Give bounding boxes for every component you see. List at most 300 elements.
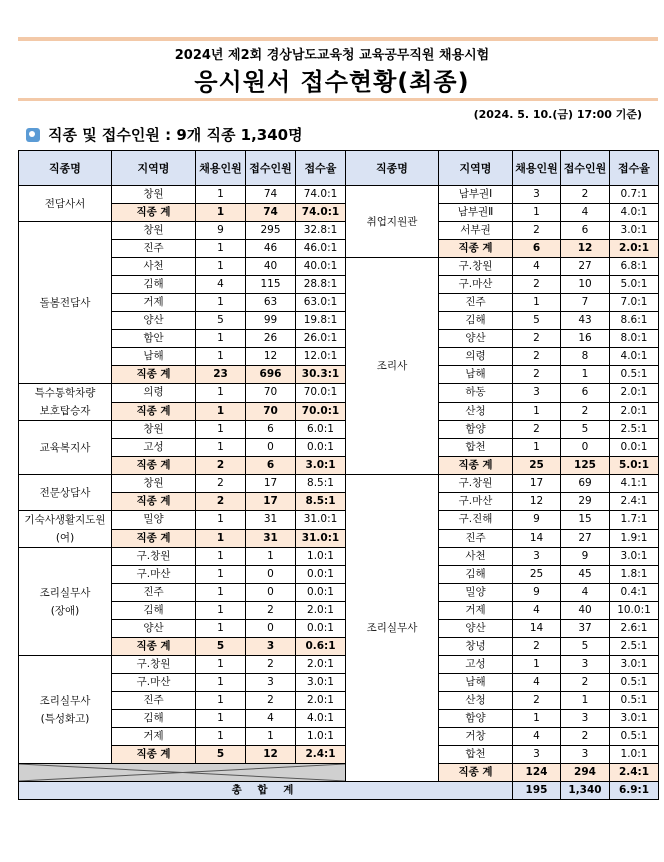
hire-count: 1 <box>513 204 561 222</box>
applicant-count: 115 <box>246 276 296 294</box>
applicant-count: 2 <box>246 656 296 674</box>
hire-count: 1 <box>196 511 246 530</box>
competition-rate: 0.7:1 <box>610 186 659 204</box>
table-row <box>19 312 659 330</box>
applicant-count: 6 <box>246 457 296 475</box>
table-row <box>19 421 659 439</box>
competition-rate: 32.8:1 <box>296 222 346 240</box>
applicant-count: 12 <box>246 348 296 366</box>
hire-count: 9 <box>513 511 561 530</box>
hire-count: 1 <box>513 439 561 457</box>
hire-count: 2 <box>196 493 246 511</box>
region-name: 진주 <box>112 240 196 258</box>
hire-count: 1 <box>196 692 246 710</box>
applicant-count: 4 <box>246 710 296 728</box>
applicant-count: 99 <box>246 312 296 330</box>
title-rule <box>18 98 658 101</box>
column-header: 지역명 <box>439 151 513 186</box>
hire-count: 1 <box>513 710 561 728</box>
hire-count: 1 <box>196 656 246 674</box>
table-row <box>19 222 659 240</box>
competition-rate: 1.0:1 <box>296 728 346 746</box>
hire-count: 2 <box>513 692 561 710</box>
competition-rate: 2.0:1 <box>296 602 346 620</box>
table-row <box>19 294 659 312</box>
applicant-count: 70 <box>246 402 296 421</box>
position-name: 교육복지사 <box>19 421 112 475</box>
hire-count: 4 <box>513 602 561 620</box>
applicant-count: 31 <box>246 529 296 548</box>
hire-count: 4 <box>513 674 561 692</box>
subtotal-label: 직종 계 <box>112 457 196 475</box>
region-name: 함양 <box>439 421 513 439</box>
table-row <box>19 402 659 421</box>
competition-rate: 2.6:1 <box>610 620 659 638</box>
competition-rate: 2.5:1 <box>610 638 659 656</box>
competition-rate: 2.0:1 <box>296 692 346 710</box>
hire-count: 2 <box>196 457 246 475</box>
hire-count: 1 <box>196 439 246 457</box>
applicant-count: 2 <box>561 186 610 204</box>
hire-count: 1 <box>513 402 561 421</box>
competition-rate: 1.7:1 <box>610 511 659 530</box>
region-name: 구.마산 <box>112 674 196 692</box>
region-name: 사천 <box>439 548 513 566</box>
applicant-count: 295 <box>246 222 296 240</box>
region-name: 창원 <box>112 186 196 204</box>
application-status-table <box>18 150 659 800</box>
region-name: 함안 <box>112 330 196 348</box>
hire-count: 2 <box>196 475 246 493</box>
hire-count: 1 <box>196 294 246 312</box>
hire-count: 2 <box>513 366 561 384</box>
region-name: 김해 <box>112 276 196 294</box>
column-header: 접수율 <box>296 151 346 186</box>
hire-count: 9 <box>513 584 561 602</box>
column-header: 직종명 <box>346 151 439 186</box>
region-name: 남해 <box>439 674 513 692</box>
region-name: 의령 <box>439 348 513 366</box>
competition-rate: 0.5:1 <box>610 674 659 692</box>
hire-count: 1 <box>196 348 246 366</box>
table-row <box>19 620 659 638</box>
table-row <box>19 366 659 384</box>
region-name: 서부권 <box>439 222 513 240</box>
region-name: 구.마산 <box>439 276 513 294</box>
applicant-count: 6 <box>561 384 610 403</box>
applicant-count: 3 <box>246 674 296 692</box>
competition-rate: 3.0:1 <box>610 548 659 566</box>
table-row <box>19 384 659 403</box>
competition-rate: 4.0:1 <box>296 710 346 728</box>
applicant-count: 3 <box>246 638 296 656</box>
region-name: 하동 <box>439 384 513 403</box>
applicant-count: 2 <box>561 728 610 746</box>
subtotal-label: 직종 계 <box>112 366 196 384</box>
region-name: 구.창원 <box>112 548 196 566</box>
region-name: 김해 <box>112 710 196 728</box>
table-header-row <box>19 151 659 186</box>
hire-count: 25 <box>513 566 561 584</box>
grand-total-label: 총 합 계 <box>19 782 513 800</box>
applicant-count: 0 <box>246 566 296 584</box>
competition-rate: 3.0:1 <box>296 457 346 475</box>
region-name: 김해 <box>439 566 513 584</box>
applicant-count: 7 <box>561 294 610 312</box>
applicant-count: 0 <box>246 584 296 602</box>
competition-rate: 28.8:1 <box>296 276 346 294</box>
table-row <box>19 674 659 692</box>
competition-rate: 2.5:1 <box>610 421 659 439</box>
hire-count: 4 <box>196 276 246 294</box>
competition-rate: 5.0:1 <box>610 276 659 294</box>
competition-rate: 4.0:1 <box>610 204 659 222</box>
hire-count: 1 <box>196 584 246 602</box>
hire-count: 3 <box>513 384 561 403</box>
hire-count: 1 <box>196 240 246 258</box>
applicant-count: 8 <box>561 348 610 366</box>
hire-count: 3 <box>513 746 561 764</box>
competition-rate: 1.8:1 <box>610 566 659 584</box>
hire-count: 2 <box>513 222 561 240</box>
region-name: 거제 <box>112 728 196 746</box>
competition-rate: 4.0:1 <box>610 348 659 366</box>
subtotal-label: 직종 계 <box>439 764 513 782</box>
competition-rate: 31.0:1 <box>296 511 346 530</box>
applicant-count: 4 <box>561 204 610 222</box>
competition-rate: 0.0:1 <box>296 620 346 638</box>
hire-count: 1 <box>513 294 561 312</box>
hire-count: 14 <box>513 620 561 638</box>
competition-rate: 40.0:1 <box>296 258 346 276</box>
hire-count: 1 <box>196 674 246 692</box>
region-name: 창원 <box>112 222 196 240</box>
competition-rate: 0.5:1 <box>610 728 659 746</box>
applicant-count: 17 <box>246 493 296 511</box>
competition-rate: 26.0:1 <box>296 330 346 348</box>
subtotal-label: 직종 계 <box>112 529 196 548</box>
hire-count: 4 <box>513 258 561 276</box>
table-row <box>19 529 659 548</box>
column-header: 접수인원 <box>246 151 296 186</box>
applicant-count: 9 <box>561 548 610 566</box>
region-name: 창원 <box>112 475 196 493</box>
info-icon <box>26 128 40 142</box>
table-row <box>19 710 659 728</box>
table-row <box>19 548 659 566</box>
region-name: 함양 <box>439 710 513 728</box>
hire-count: 23 <box>196 366 246 384</box>
competition-rate: 8.5:1 <box>296 475 346 493</box>
applicant-count: 5 <box>561 638 610 656</box>
competition-rate: 3.0:1 <box>610 656 659 674</box>
position-name: 전문상담사 <box>19 475 112 511</box>
competition-rate: 2.0:1 <box>610 384 659 403</box>
subtotal-label: 직종 계 <box>439 240 513 258</box>
applicant-count: 45 <box>561 566 610 584</box>
region-name: 산청 <box>439 692 513 710</box>
applicant-count: 6 <box>561 222 610 240</box>
competition-rate: 1.9:1 <box>610 529 659 548</box>
applicant-count: 15 <box>561 511 610 530</box>
hire-count: 2 <box>513 330 561 348</box>
applicant-count: 70 <box>246 384 296 403</box>
region-name: 구.진해 <box>439 511 513 530</box>
applicant-count: 0 <box>246 439 296 457</box>
total-hire-count: 195 <box>513 782 561 800</box>
hire-count: 1 <box>196 566 246 584</box>
competition-rate: 2.0:1 <box>610 240 659 258</box>
hire-count: 14 <box>513 529 561 548</box>
subtotal-label: 직종 계 <box>112 746 196 764</box>
table-row <box>19 566 659 584</box>
applicant-count: 1 <box>561 366 610 384</box>
competition-rate: 12.0:1 <box>296 348 346 366</box>
hire-count: 4 <box>513 728 561 746</box>
top-rule <box>18 37 658 41</box>
region-name: 창녕 <box>439 638 513 656</box>
region-name: 남해 <box>112 348 196 366</box>
table-row <box>19 475 659 493</box>
competition-rate: 4.1:1 <box>610 475 659 493</box>
hire-count: 2 <box>513 348 561 366</box>
hire-count: 1 <box>513 656 561 674</box>
position-name: 돌봄전담사 <box>19 222 112 384</box>
position-name: 조리사 <box>346 258 439 475</box>
hire-count: 1 <box>196 186 246 204</box>
hire-count: 1 <box>196 402 246 421</box>
applicant-count: 2 <box>561 674 610 692</box>
region-name: 밀양 <box>439 584 513 602</box>
hire-count: 5 <box>196 746 246 764</box>
applicant-count: 1 <box>246 548 296 566</box>
applicant-count: 40 <box>246 258 296 276</box>
table-row <box>19 330 659 348</box>
hire-count: 1 <box>196 258 246 276</box>
applicant-count: 26 <box>246 330 296 348</box>
competition-rate: 0.0:1 <box>610 439 659 457</box>
applicant-count: 69 <box>561 475 610 493</box>
competition-rate: 3.0:1 <box>610 710 659 728</box>
region-name: 진주 <box>439 529 513 548</box>
summary-text: 직종 및 접수인원 : 9개 직종 1,340명 <box>48 126 303 144</box>
position-name: 특수통학차량 보호탑승자 <box>19 384 112 421</box>
competition-rate: 74.0:1 <box>296 186 346 204</box>
document-title: 응시원서 접수현황(최종) <box>194 68 470 96</box>
applicant-count: 1 <box>561 692 610 710</box>
subtotal-label: 직종 계 <box>112 493 196 511</box>
table-row <box>19 746 659 764</box>
applicant-count: 29 <box>561 493 610 511</box>
hire-count: 2 <box>513 638 561 656</box>
hire-count: 1 <box>196 204 246 222</box>
competition-rate: 70.0:1 <box>296 384 346 403</box>
applicant-count: 5 <box>561 421 610 439</box>
table-row <box>19 656 659 674</box>
region-name: 창원 <box>112 421 196 439</box>
table-row <box>19 692 659 710</box>
table-row <box>19 204 659 222</box>
region-name: 의령 <box>112 384 196 403</box>
competition-rate: 0.4:1 <box>610 584 659 602</box>
competition-rate: 31.0:1 <box>296 529 346 548</box>
applicant-count: 46 <box>246 240 296 258</box>
hire-count: 25 <box>513 457 561 475</box>
applicant-count: 74 <box>246 204 296 222</box>
empty-cell <box>19 764 346 782</box>
subtotal-label: 직종 계 <box>439 457 513 475</box>
region-name: 양산 <box>439 620 513 638</box>
applicant-count: 74 <box>246 186 296 204</box>
table-row <box>19 511 659 530</box>
competition-rate: 2.0:1 <box>610 402 659 421</box>
competition-rate: 5.0:1 <box>610 457 659 475</box>
position-name: 취업지원관 <box>346 186 439 258</box>
region-name: 구.창원 <box>439 258 513 276</box>
hire-count: 3 <box>513 548 561 566</box>
column-header: 지역명 <box>112 151 196 186</box>
applicant-count: 4 <box>561 584 610 602</box>
hire-count: 1 <box>196 602 246 620</box>
region-name: 진주 <box>112 584 196 602</box>
region-name: 합천 <box>439 439 513 457</box>
region-name: 거창 <box>439 728 513 746</box>
competition-rate: 30.3:1 <box>296 366 346 384</box>
hire-count: 1 <box>196 710 246 728</box>
applicant-count: 3 <box>561 656 610 674</box>
subtotal-label: 직종 계 <box>112 204 196 222</box>
competition-rate: 6.0:1 <box>296 421 346 439</box>
applicant-count: 37 <box>561 620 610 638</box>
applicant-count: 40 <box>561 602 610 620</box>
competition-rate: 74.0:1 <box>296 204 346 222</box>
applicant-count: 2 <box>561 402 610 421</box>
applicant-count: 10 <box>561 276 610 294</box>
region-name: 사천 <box>112 258 196 276</box>
competition-rate: 8.5:1 <box>296 493 346 511</box>
hire-count: 5 <box>196 312 246 330</box>
table-row <box>19 457 659 475</box>
applicant-count: 2 <box>246 692 296 710</box>
applicant-count: 6 <box>246 421 296 439</box>
competition-rate: 6.8:1 <box>610 258 659 276</box>
table-row <box>19 439 659 457</box>
summary-line <box>26 124 303 145</box>
competition-rate: 1.0:1 <box>610 746 659 764</box>
hire-count: 1 <box>196 421 246 439</box>
hire-count: 2 <box>513 421 561 439</box>
region-name: 고성 <box>439 656 513 674</box>
region-name: 구.마산 <box>112 566 196 584</box>
applicant-count: 16 <box>561 330 610 348</box>
hire-count: 6 <box>513 240 561 258</box>
as-of-date: (2024. 5. 10.(금) 17:00 기준) <box>473 108 642 121</box>
column-header: 접수인원 <box>561 151 610 186</box>
applicant-count: 0 <box>561 439 610 457</box>
applicant-count: 2 <box>246 602 296 620</box>
competition-rate: 0.0:1 <box>296 584 346 602</box>
competition-rate: 0.5:1 <box>610 366 659 384</box>
position-name: 조리실무사 <box>346 475 439 782</box>
table-row <box>19 348 659 366</box>
hire-count: 17 <box>513 475 561 493</box>
region-name: 남부권Ⅰ <box>439 186 513 204</box>
region-name: 김해 <box>112 602 196 620</box>
competition-rate: 2.4:1 <box>296 746 346 764</box>
competition-rate: 0.5:1 <box>610 692 659 710</box>
table-row <box>19 240 659 258</box>
competition-rate: 70.0:1 <box>296 402 346 421</box>
region-name: 양산 <box>439 330 513 348</box>
column-header: 직종명 <box>19 151 112 186</box>
applicant-count: 31 <box>246 511 296 530</box>
region-name: 남부권Ⅱ <box>439 204 513 222</box>
table-row <box>19 584 659 602</box>
total-applicant-count: 1,340 <box>561 782 610 800</box>
competition-rate: 19.8:1 <box>296 312 346 330</box>
hire-count: 1 <box>196 620 246 638</box>
competition-rate: 8.6:1 <box>610 312 659 330</box>
competition-rate: 63.0:1 <box>296 294 346 312</box>
hire-count: 2 <box>513 276 561 294</box>
region-name: 양산 <box>112 312 196 330</box>
column-header: 채용인원 <box>196 151 246 186</box>
applicant-count: 17 <box>246 475 296 493</box>
position-name: 기숙사생활지도원 (여) <box>19 511 112 548</box>
competition-rate: 46.0:1 <box>296 240 346 258</box>
region-name: 합천 <box>439 746 513 764</box>
hire-count: 5 <box>513 312 561 330</box>
applicant-count: 1 <box>246 728 296 746</box>
region-name: 구.창원 <box>439 475 513 493</box>
region-name: 남해 <box>439 366 513 384</box>
total-competition-rate: 6.9:1 <box>610 782 659 800</box>
applicant-count: 63 <box>246 294 296 312</box>
region-name: 양산 <box>112 620 196 638</box>
applicant-count: 43 <box>561 312 610 330</box>
applicant-count: 12 <box>561 240 610 258</box>
table-row <box>19 602 659 620</box>
applicant-count: 27 <box>561 258 610 276</box>
table-row <box>19 276 659 294</box>
competition-rate: 7.0:1 <box>610 294 659 312</box>
competition-rate: 2.4:1 <box>610 493 659 511</box>
table-row <box>19 493 659 511</box>
hire-count: 1 <box>196 529 246 548</box>
region-name: 진주 <box>439 294 513 312</box>
competition-rate: 0.0:1 <box>296 439 346 457</box>
subtotal-label: 직종 계 <box>112 402 196 421</box>
table-row <box>19 638 659 656</box>
column-header: 접수율 <box>610 151 659 186</box>
region-name: 산청 <box>439 402 513 421</box>
applicant-count: 0 <box>246 620 296 638</box>
region-name: 거제 <box>112 294 196 312</box>
hire-count: 1 <box>196 548 246 566</box>
region-name: 밀양 <box>112 511 196 530</box>
applicant-count: 125 <box>561 457 610 475</box>
region-name: 구.창원 <box>112 656 196 674</box>
competition-rate: 10.0:1 <box>610 602 659 620</box>
document-subtitle: 2024년 제2회 경상남도교육청 교육공무직원 채용시험 <box>174 48 490 63</box>
competition-rate: 3.0:1 <box>610 222 659 240</box>
applicant-count: 3 <box>561 746 610 764</box>
region-name: 구.마산 <box>439 493 513 511</box>
hire-count: 9 <box>196 222 246 240</box>
hire-count: 124 <box>513 764 561 782</box>
region-name: 고성 <box>112 439 196 457</box>
table-row <box>19 186 659 204</box>
